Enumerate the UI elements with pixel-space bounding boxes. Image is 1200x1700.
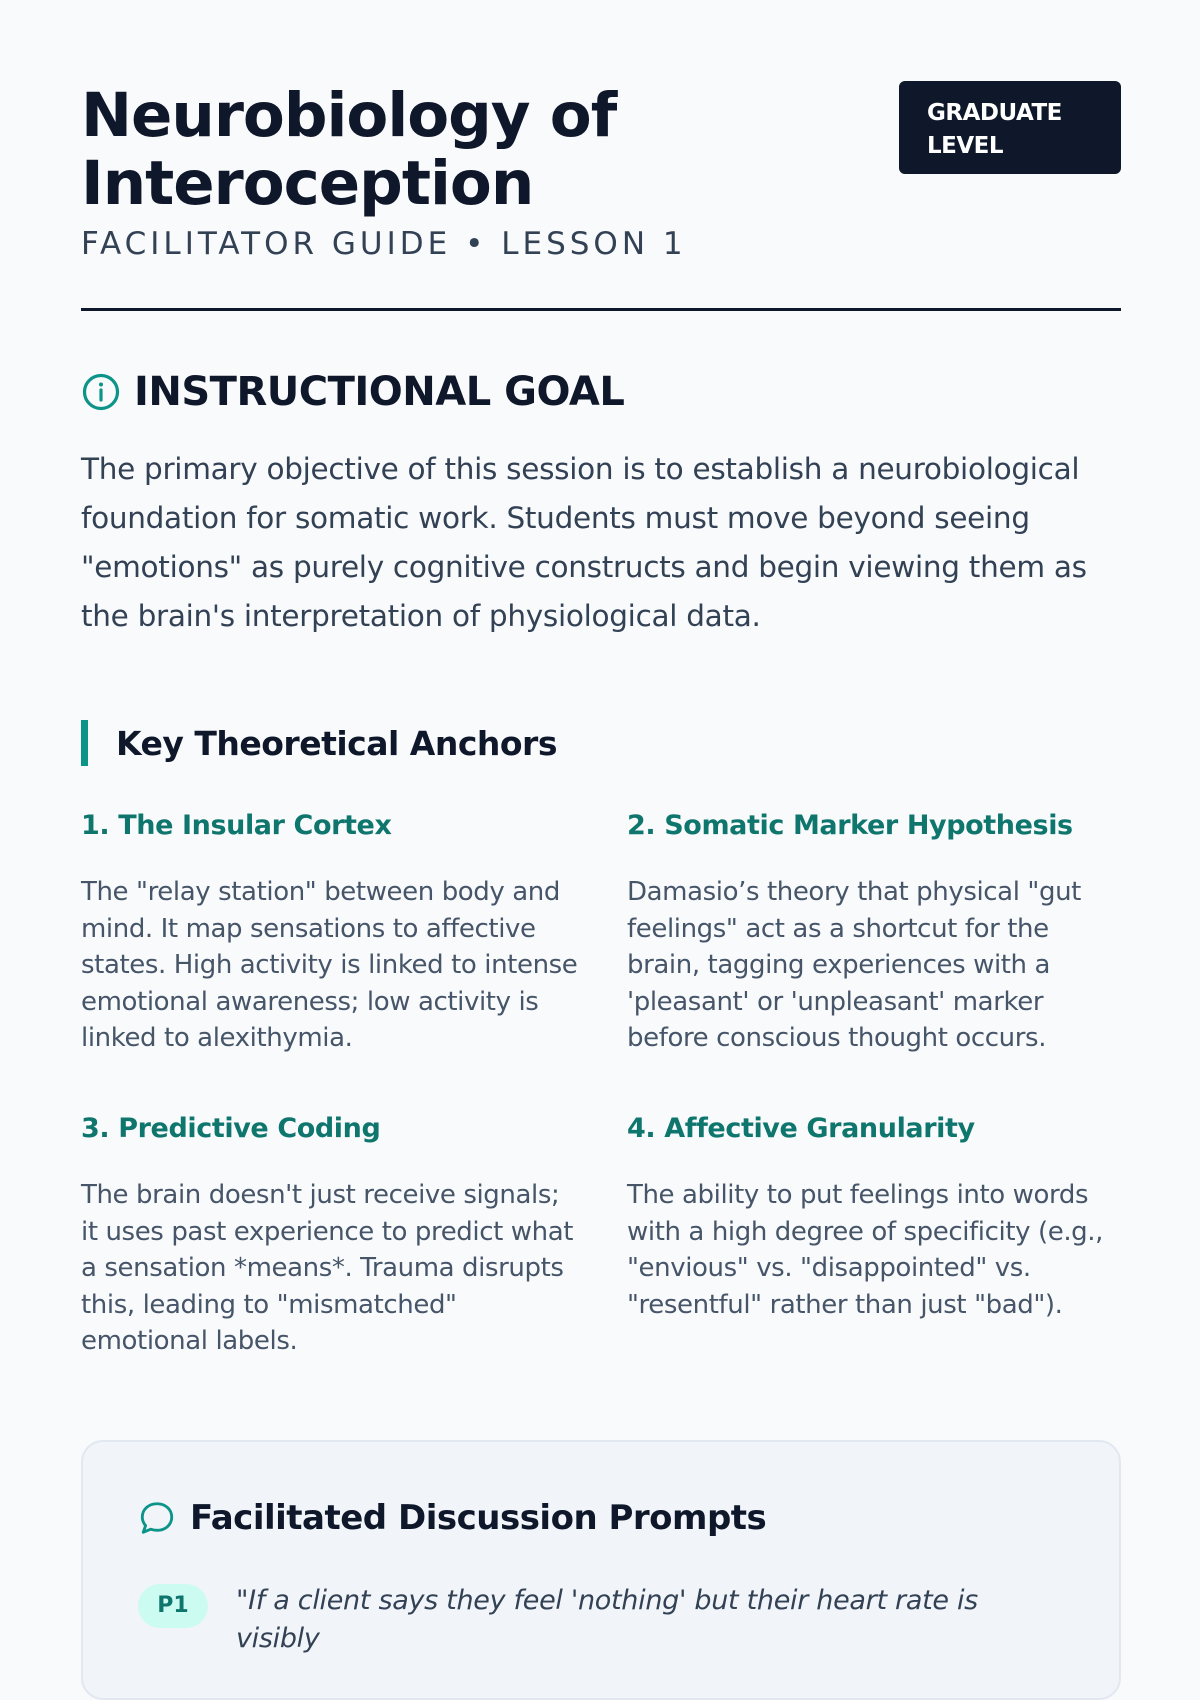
prompt-badge: P1 (138, 1584, 208, 1628)
goal-heading (81, 366, 624, 418)
page-title: Neurobiology of Interoception (81, 80, 617, 219)
anchor-title: 2. Somatic Marker Hypothesis (627, 810, 1073, 841)
goal-title: INSTRUCTIONAL GOAL (134, 369, 625, 415)
discussion-panel (81, 1440, 1121, 1700)
anchor-title: 1. The Insular Cortex (81, 810, 392, 841)
anchor-affective-granularity (627, 1113, 1127, 1323)
goal-text: The primary objective of this session is to establish a neurobiological foundation for somatic work. Students must move beyond seeing "emotions" as purely cognitive constructs and begin viewing them as the brain's interpretation of physiological data. (81, 452, 1087, 633)
level-badge: GRADUATE LEVEL (899, 81, 1121, 174)
anchor-title: 3. Predictive Coding (81, 1113, 381, 1144)
anchor-text: The "relay station" between body and mind. It map sensations to affective states. High activity is linked to intense emotional awareness; low activity is linked to alexithymia. (81, 877, 578, 1054)
header (81, 0, 1121, 311)
page (81, 0, 1121, 1654)
anchor-predictive-coding (81, 1113, 581, 1360)
anchor-text: The ability to put feelings into words with a high degree of specificity (e.g., "envious" vs. "disappointed" vs. "resentful" rather than just "bad"). (627, 1180, 1104, 1320)
anchor-somatic-marker (627, 810, 1127, 1057)
info-icon (81, 372, 121, 412)
anchor-text: The brain doesn't just receive signals; it uses past experience to predict what a sensation *means*. Trauma disrupts this, leading to "mismatched" emotional labels. (81, 1180, 574, 1357)
anchor-text: Damasio’s theory that physical "gut feelings" act as a shortcut for the brain, tagging experiences with a 'pleasant' or 'unpleasant' marker before conscious thought occurs. (627, 877, 1081, 1054)
discussion-title: Facilitated Discussion Prompts (190, 1498, 767, 1538)
prompt-text: "If a client says they feel 'nothing' but their heart rate is visibly (236, 1585, 978, 1654)
anchors-heading: Key Theoretical Anchors (81, 720, 557, 766)
discussion-heading (138, 1498, 766, 1538)
anchor-insular-cortex (81, 810, 581, 1057)
anchor-title: 4. Affective Granularity (627, 1113, 975, 1144)
page-subtitle: FACILITATOR GUIDE • LESSON 1 (81, 226, 687, 262)
chat-bubble-icon (138, 1499, 176, 1537)
